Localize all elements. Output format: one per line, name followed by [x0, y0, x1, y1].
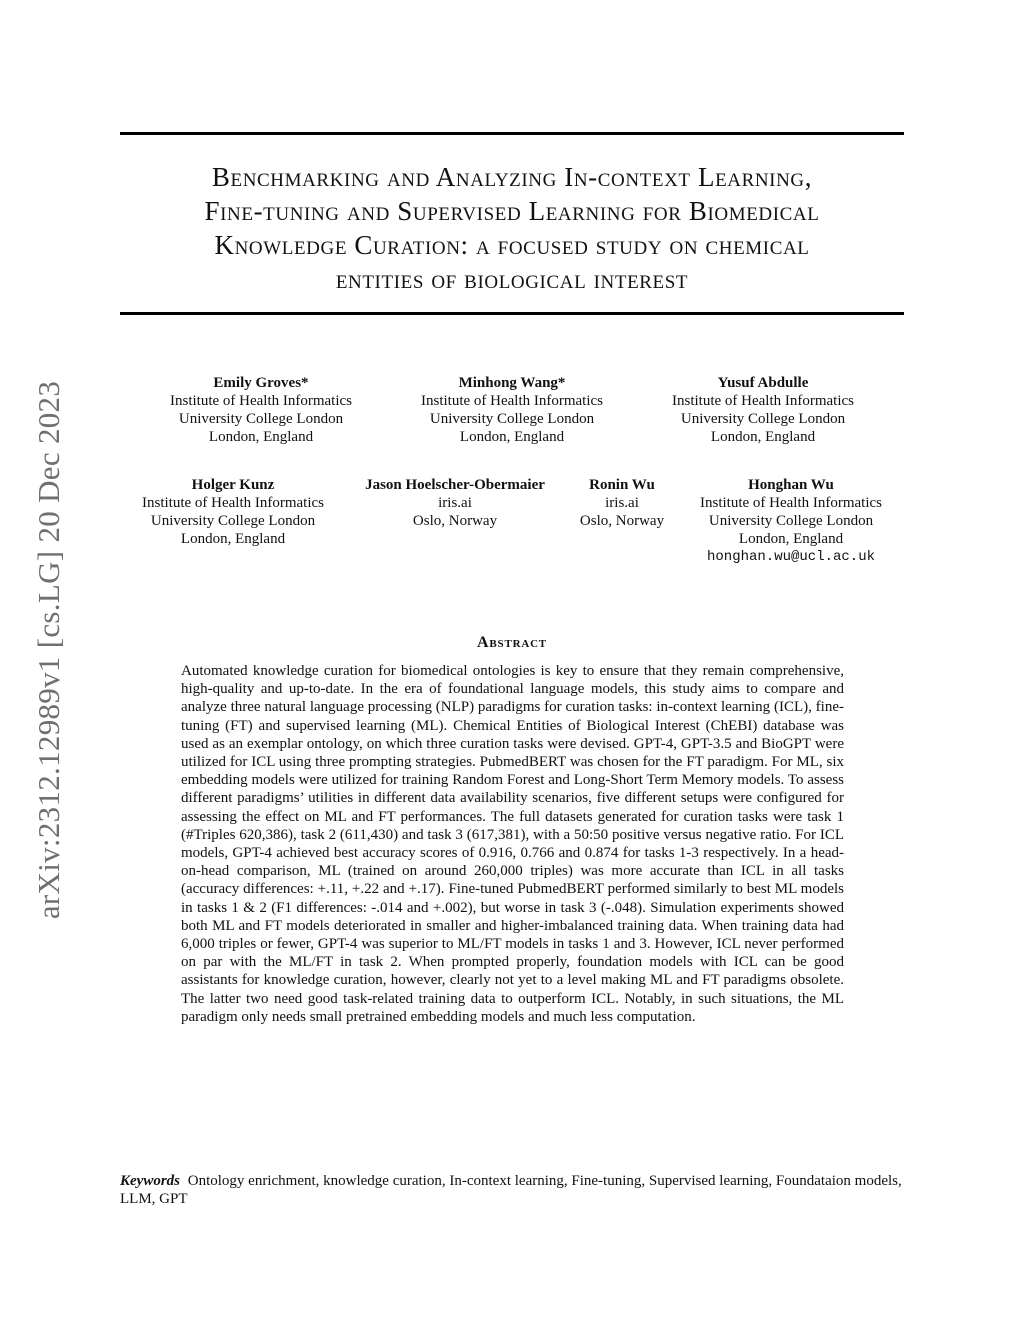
paper-title: [120, 160, 904, 296]
author-affiliation: University College London: [680, 411, 846, 427]
author-name: Minhong Wang*: [458, 375, 566, 391]
abstract-heading: Abstract: [477, 634, 547, 651]
keywords-text: Ontology enrichment, knowledge curation, In-context learning, Fine-tuning, Supervised learning, Foundataion models, LLM, GPT: [120, 1173, 902, 1208]
author-affiliation: London, England: [459, 429, 565, 445]
author-name: Jason Hoelscher-Obermaier: [365, 477, 545, 493]
author-affiliation: Institute of Health Informatics: [141, 495, 325, 511]
author-affiliation: London, England: [180, 531, 286, 547]
author-affiliation: Institute of Health Informatics: [169, 393, 353, 409]
author-affiliation: Institute of Health Informatics: [699, 495, 883, 511]
arxiv-identifier: arXiv:2312.12989v1 [cs.LG] 20 Dec 2023: [31, 380, 66, 920]
keywords-label: Keywords: [120, 1173, 180, 1189]
title-line: Knowledge Curation: a focused study on chemical: [214, 230, 810, 260]
author-block: [365, 476, 545, 530]
title-line: entities of biological interest: [335, 264, 689, 294]
author-affiliation: London, England: [738, 531, 844, 547]
author-affiliation: iris.ai: [438, 495, 472, 511]
author-block: [672, 374, 854, 446]
title-bottom-rule: [120, 312, 904, 315]
author-affiliation: Institute of Health Informatics: [420, 393, 604, 409]
author-affiliation: Institute of Health Informatics: [671, 393, 855, 409]
author-block: [170, 374, 352, 446]
author-name: Ronin Wu: [589, 477, 655, 493]
author-name: Holger Kunz: [191, 477, 275, 493]
author-name: Emily Groves*: [213, 375, 309, 391]
author-name: Yusuf Abdulle: [717, 375, 809, 391]
author-block: [421, 374, 603, 446]
author-affiliation: University College London: [708, 513, 874, 529]
author-affiliation: University College London: [429, 411, 595, 427]
title-line: Benchmarking and Analyzing In-context Learning,: [211, 162, 813, 192]
author-affiliation: London, England: [710, 429, 816, 445]
title-line: Fine-tuning and Supervised Learning for Biomedical: [204, 196, 820, 226]
author-block: [700, 476, 882, 566]
author-affiliation: University College London: [178, 411, 344, 427]
title-top-rule: [120, 132, 904, 135]
author-affiliation: University College London: [150, 513, 316, 529]
author-affiliation: Oslo, Norway: [579, 513, 665, 529]
author-email: honghan.wu@ucl.ac.uk: [706, 549, 876, 565]
author-affiliation: London, England: [208, 429, 314, 445]
author-affiliation: iris.ai: [605, 495, 639, 511]
author-block: [142, 476, 324, 548]
keywords: [120, 1172, 904, 1208]
abstract-text: Automated knowledge curation for biomedical ontologies is key to ensure that they remain comprehensive, high-quality and up-to-date. In the era of foundational language models, this study aims to compare and analyze three natural language processing (NLP) paradigms for curation tasks: in-context learning (ICL), fine-tuning (FT) and supervised learning (ML). Chemical Entities of Biological Interest (ChEBI) database was used as an exemplar ontology, on which three curation tasks were devised. GPT-4, GPT-3.5 and BioGPT were utilized for ICL using three prompting strategies. PubmedBERT was chosen for the FT paradigm. For ML, six embedding models were utilized for training Random Forest and Long-Short Term Memory models. To assess different paradigms’ utilities in different data availability scenarios, five different setups were configured for assessing the effect on ML and FT performances. The full datasets generated for curation tasks were task 1 (#Triples 620,386), task 2 (611,430) and task 3 (617,381), with a 50:50 positive versus negative ratio. For ICL models, GPT-4 achieved best accuracy scores of 0.916, 0.766 and 0.874 for tasks 1-3 respectively. In a head-on-head comparison, ML (trained on around 260,000 triples) was more accurate than ICL in all tasks (accuracy differences: +.11, +.22 and +.17). Fine-tuned PubmedBERT performed similarly to best ML models in tasks 1 & 2 (F1 differences: -.014 and +.002), but worse in task 3 (-.048). Simulation experiments showed both ML and FT models deteriorated in smaller and higher-imbalanced training data. When training data had 6,000 triples or fewer, GPT-4 was superior to ML/FT models in tasks 1 and 3. However, ICL never performed on par with the ML/FT in task 2. When prompted properly, foundation models with ICL can be good assistants for knowledge curation, however, clearly not yet to a level making ML and FT paradigms obsolete. The latter two need good task-related training data to outperform ICL. Notably, in such situations, the ML paradigm only needs small pretrained embedding models and much less computation.: [181, 663, 844, 1025]
author-name: Honghan Wu: [748, 477, 834, 493]
author-affiliation: Oslo, Norway: [412, 513, 498, 529]
author-block: [580, 476, 664, 530]
